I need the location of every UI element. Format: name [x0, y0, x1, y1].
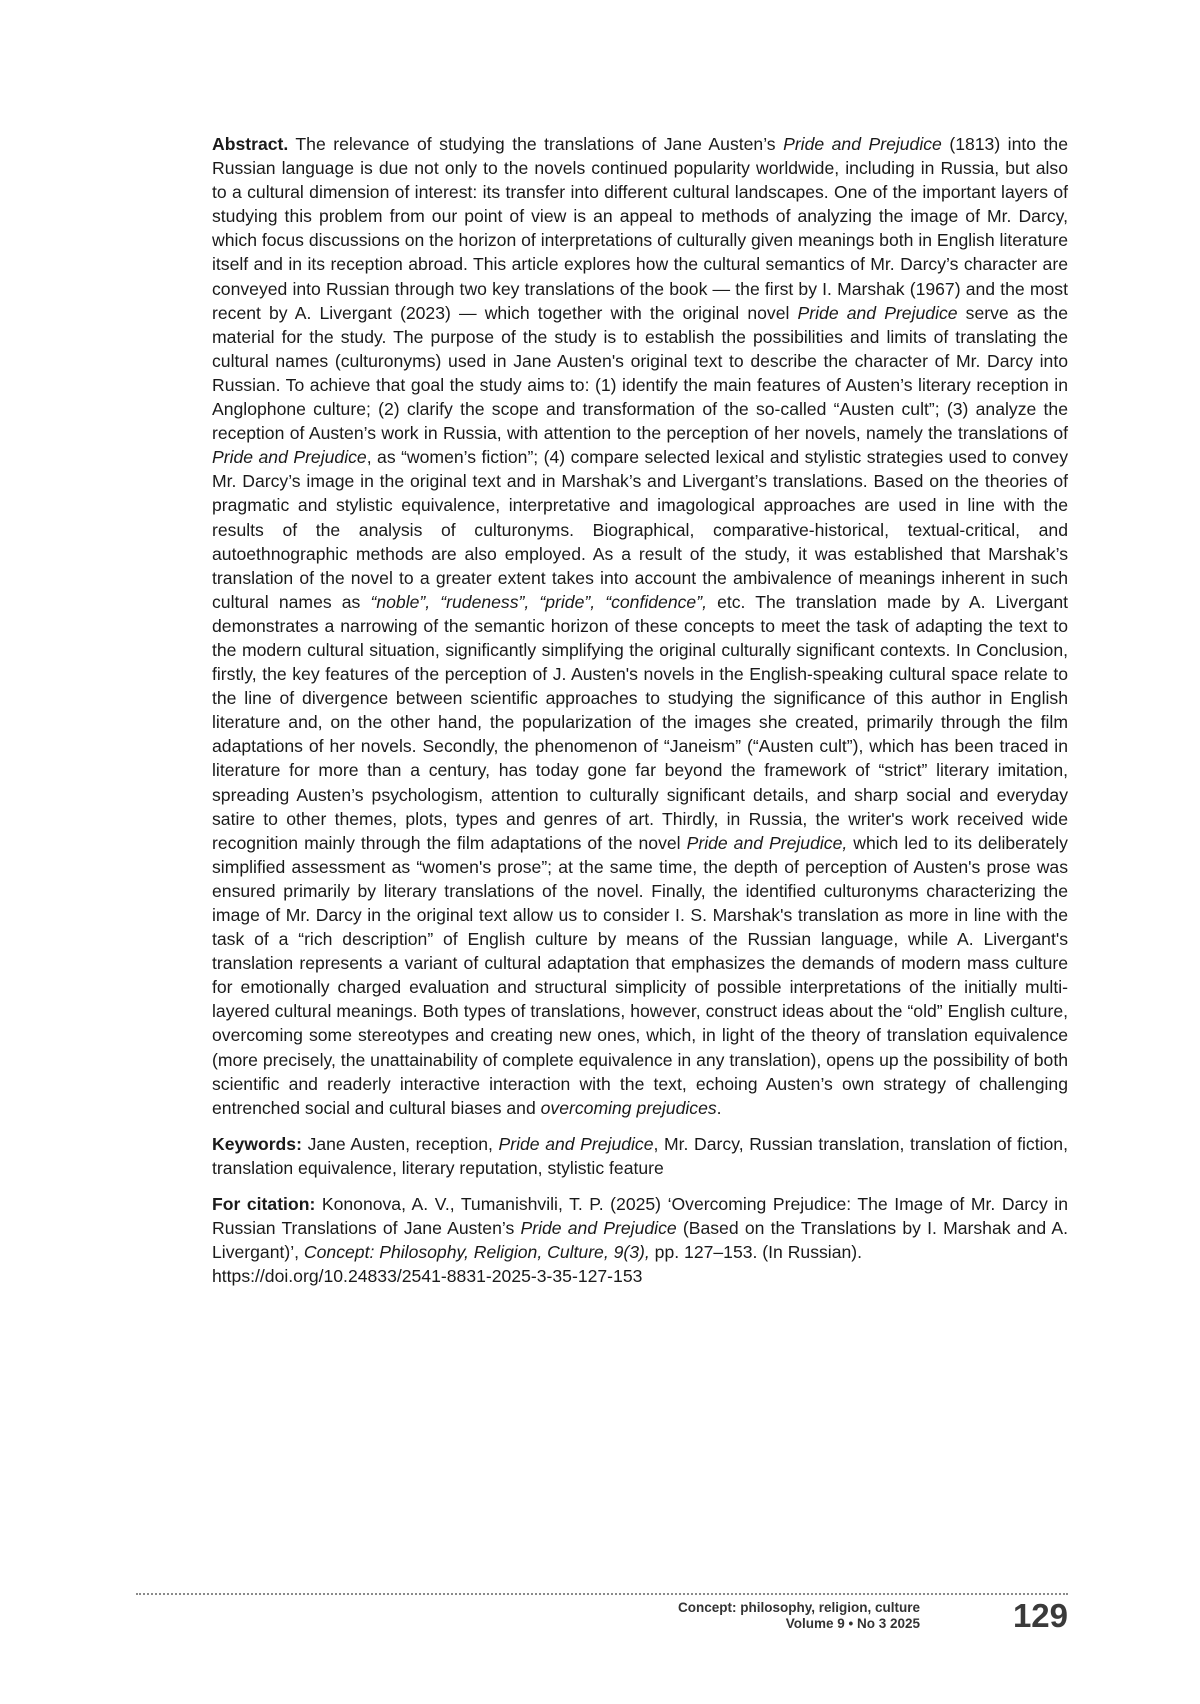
- keywords-label: Keywords:: [212, 1133, 302, 1154]
- doi-link[interactable]: https://doi.org/10.24833/2541-8831-2025-3-35-127-153: [212, 1266, 643, 1287]
- abstract-paragraph: [212, 132, 1068, 1120]
- abstract-text: , as “women’s fiction”; (4) compare selected lexical and stylistic strategies used to convey Mr. Darcy’s image in the original text and in Marshak’s and Livergant’s translations. Based on the theories of pragmatic and stylistic equivalence, interpretative and imagological approaches are used in line with the results of the analysis of culturonyms. Biographical, comparative-historical, textual-critical, and autoethnographic methods are also employed. As a result of the study, it was established that Marshak’s translation of the novel to a greater extent takes into account the ambivalence of meanings inherent in such cultural names as: [212, 447, 1068, 612]
- abstract-italic: Pride and Prejudice: [212, 447, 367, 468]
- citation-italic: Concept: Philosophy, Religion, Culture, 9(3),: [303, 1242, 650, 1263]
- keywords-paragraph: [212, 1132, 1068, 1180]
- keywords-italic: Pride and Prejudice: [498, 1133, 654, 1154]
- citation-italic: Pride and Prejudice: [520, 1218, 677, 1239]
- abstract-italic: Pride and Prejudice: [783, 134, 942, 154]
- abstract-italic: Pride and Prejudice,: [686, 832, 848, 853]
- abstract-italic: Pride and Prejudice: [797, 302, 958, 323]
- abstract-text: which led to its deliberately simplified assessment as “women's prose”; at the same time, the depth of perception of Austen's prose was ensured primarily by literary translations of the novel. Finally, the identified culturonyms characterizing the image of Mr. Darcy in the original text allow us to consider I. S. Marshak's translation as more in line with the task of a “rich description” of English culture by means of the Russian language, while A. Livergant's translation represents a variant of cultural adaptation that emphasizes the demands of modern mass culture for emotionally charged evaluation and structural simplicity of possible interpretations of the initially multi-layered cultural meanings. Both types of translations, however, construct ideas about the “old” English culture, overcoming some stereotypes and creating new ones, which, in light of the theory of translation equivalence (more precisely, the unattainability of complete equivalence in any translation), opens up the possibility of both scientific and readerly interactive interaction with the text, echoing Austen’s own strategy of challenging entrenched social and cultural biases and: [212, 832, 1068, 1118]
- citation-text: pp. 127–153. (In Russian).: [649, 1242, 863, 1263]
- citation-label: For citation:: [212, 1194, 316, 1215]
- footer-volume: Volume 9 • No 3 2025: [785, 1616, 920, 1631]
- citation-text: Kononova, A. V., Tumanishvili, T. P. (2025) ‘Overcoming Prejudice: The Image of Mr. Darcy in Russian Translations of Jane Austen’s: [212, 1194, 1068, 1239]
- abstract-italic: “noble”, “rudeness”, “pride”, “confidence”,: [370, 591, 707, 612]
- abstract-text: (1813) into the Russian language is due not only to the novels continued popularity worldwide, including in Russia, but also to a cultural dimension of interest: its transfer into different cultural landscapes. One of the important layers of studying this problem from our point of view is an appeal to methods of analyzing the image of Mr. Darcy, which focus discussions on the horizon of interpretations of culturally given meanings both in English literature itself and in its reception abroad. This article explores how the cultural semantics of Mr. Darcy’s character are conveyed into Russian through two key translations of the book — the first by I. Marshak (1967) and the most recent by A. Livergant (2023) — which together with the original novel: [212, 134, 1068, 323]
- abstract-label: Abstract.: [212, 134, 289, 154]
- abstract-text: serve as the material for the study. The purpose of the study is to establish the possibilities and limits of translating the cultural names (culturonyms) used in Jane Austen's original text to describe the character of Mr. Darcy into Russian. To achieve that goal the study aims to: (1) identify the main features of Austen’s literary reception in Anglophone culture; (2) clarify the scope and transformation of the so-called “Austen cult”; (3) analyze the reception of Austen’s work in Russia, with attention to the perception of her novels, namely the translations of: [212, 302, 1068, 444]
- footer-divider: [136, 1593, 1068, 1595]
- keywords-text: , Mr. Darcy, Russian translation, translation of fiction, translation equivalence, literary reputation, stylistic feature: [212, 1133, 1068, 1178]
- citation-paragraph: [212, 1192, 1068, 1288]
- footer-journal-title: Concept: philosophy, religion, culture: [677, 1600, 920, 1615]
- page-number: 129: [1012, 1597, 1068, 1634]
- article-front-matter: [212, 132, 1068, 1288]
- footer-journal-info: [678, 1600, 920, 1632]
- abstract-text: The relevance of studying the translations of Jane Austen’s: [288, 134, 784, 154]
- abstract-text: etc. The translation made by A. Livergant demonstrates a narrowing of the semantic horizon of these concepts to meet the task of adapting the text to the modern cultural situation, significantly simplifying the original culturally significant contexts. In Conclusion, firstly, the key features of the perception of J. Austen's novels in the English-speaking cultural space relate to the line of divergence between scientific approaches to studying the significance of this author in English literature and, on the other hand, the popularization of the images she created, primarily through the film adaptations of her novels. Secondly, the phenomenon of “Janeism” (“Austen cult”), which has been traced in literature for more than a century, has today gone far beyond the framework of “strict” literary imitation, spreading Austen’s psychologism, attention to culturally significant details, and sharp social and everyday satire to other themes, plots, types and genres of art. Thirdly, in Russia, the writer's work received wide recognition mainly through the film adaptations of the novel: [212, 591, 1068, 853]
- abstract-italic: overcoming prejudices: [540, 1097, 717, 1118]
- keywords-text: Jane Austen, reception,: [301, 1133, 499, 1154]
- abstract-text: .: [716, 1097, 722, 1118]
- citation-text: (Based on the Translations by I. Marshak and A. Livergant)’,: [212, 1218, 1068, 1263]
